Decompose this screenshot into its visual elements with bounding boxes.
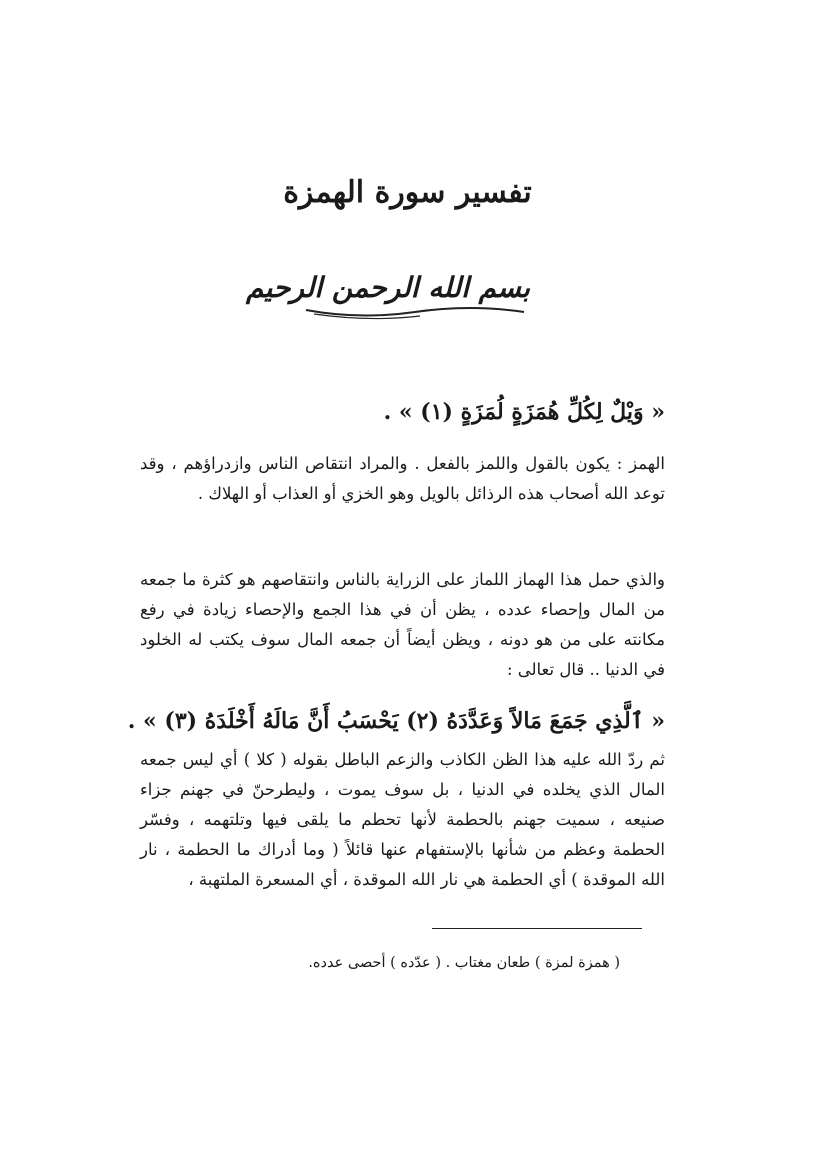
footnote-divider: [432, 928, 642, 929]
quran-verse-1: « وَيْلٌ لِكُلِّ هُمَزَةٍ لُمَزَةٍ (١) » .: [383, 399, 665, 425]
quran-verse-2: « ٱلَّذِي جَمَعَ مَالاً وَعَدَّدَهُ (٢) يَحْسَبُ أَنَّ مَالَهُ أَخْلَدَهُ (٣) » .: [127, 708, 665, 734]
basmala-text: بسم الله الرحمن الرحيم: [246, 271, 530, 304]
paragraph-3: ثم ردّ الله عليه هذا الظن الكاذب والزعم الباطل بقوله ( كلا ) أي ليس جمعه المال الذي يخلده في الدنيا ، بل سوف يموت ، وليطرحنّ في جهنم جزاء صنيعه ، سميت جهنم بالحطمة لأنها تحطم ما يلقى فيها وتلتهمه ، وفسّر الحطمة وعظم من شأنها بالإستفهام عنها قائلاً ( وما أدراك ما الحطمة ، نار الله الموقدة ) أي الحطمة هي نار الله الموقدة ، أي المسعرة الملتهبة ،: [140, 750, 665, 889]
paragraph-2: والذي حمل هذا الهماز اللماز على الزراية بالناس وانتقاصهم هو كثرة ما جمعه من المال وإحصاء عدده ، يظن أن في هذا الجمع والإحصاء زيادة في رفع مكانته على من هو دونه ، ويظن أيضاً أن جمعه المال سوف يكتب له الخلود في الدنيا .. قال تعالى :: [140, 570, 665, 679]
footnote: ( همزة لمزة ) طعان مغتاب . ( عدّده ) أحصى عدده.: [308, 955, 620, 971]
page-title: تفسير سورة الهمزة: [283, 175, 532, 210]
paragraph-1: الهمز : يكون بالقول واللمز بالفعل . والمراد انتقاص الناس وازدراؤهم ، وقد توعد الله أصحاب هذه الرذائل بالويل وهو الخزي أو العذاب أو الهلاك .: [140, 454, 665, 503]
